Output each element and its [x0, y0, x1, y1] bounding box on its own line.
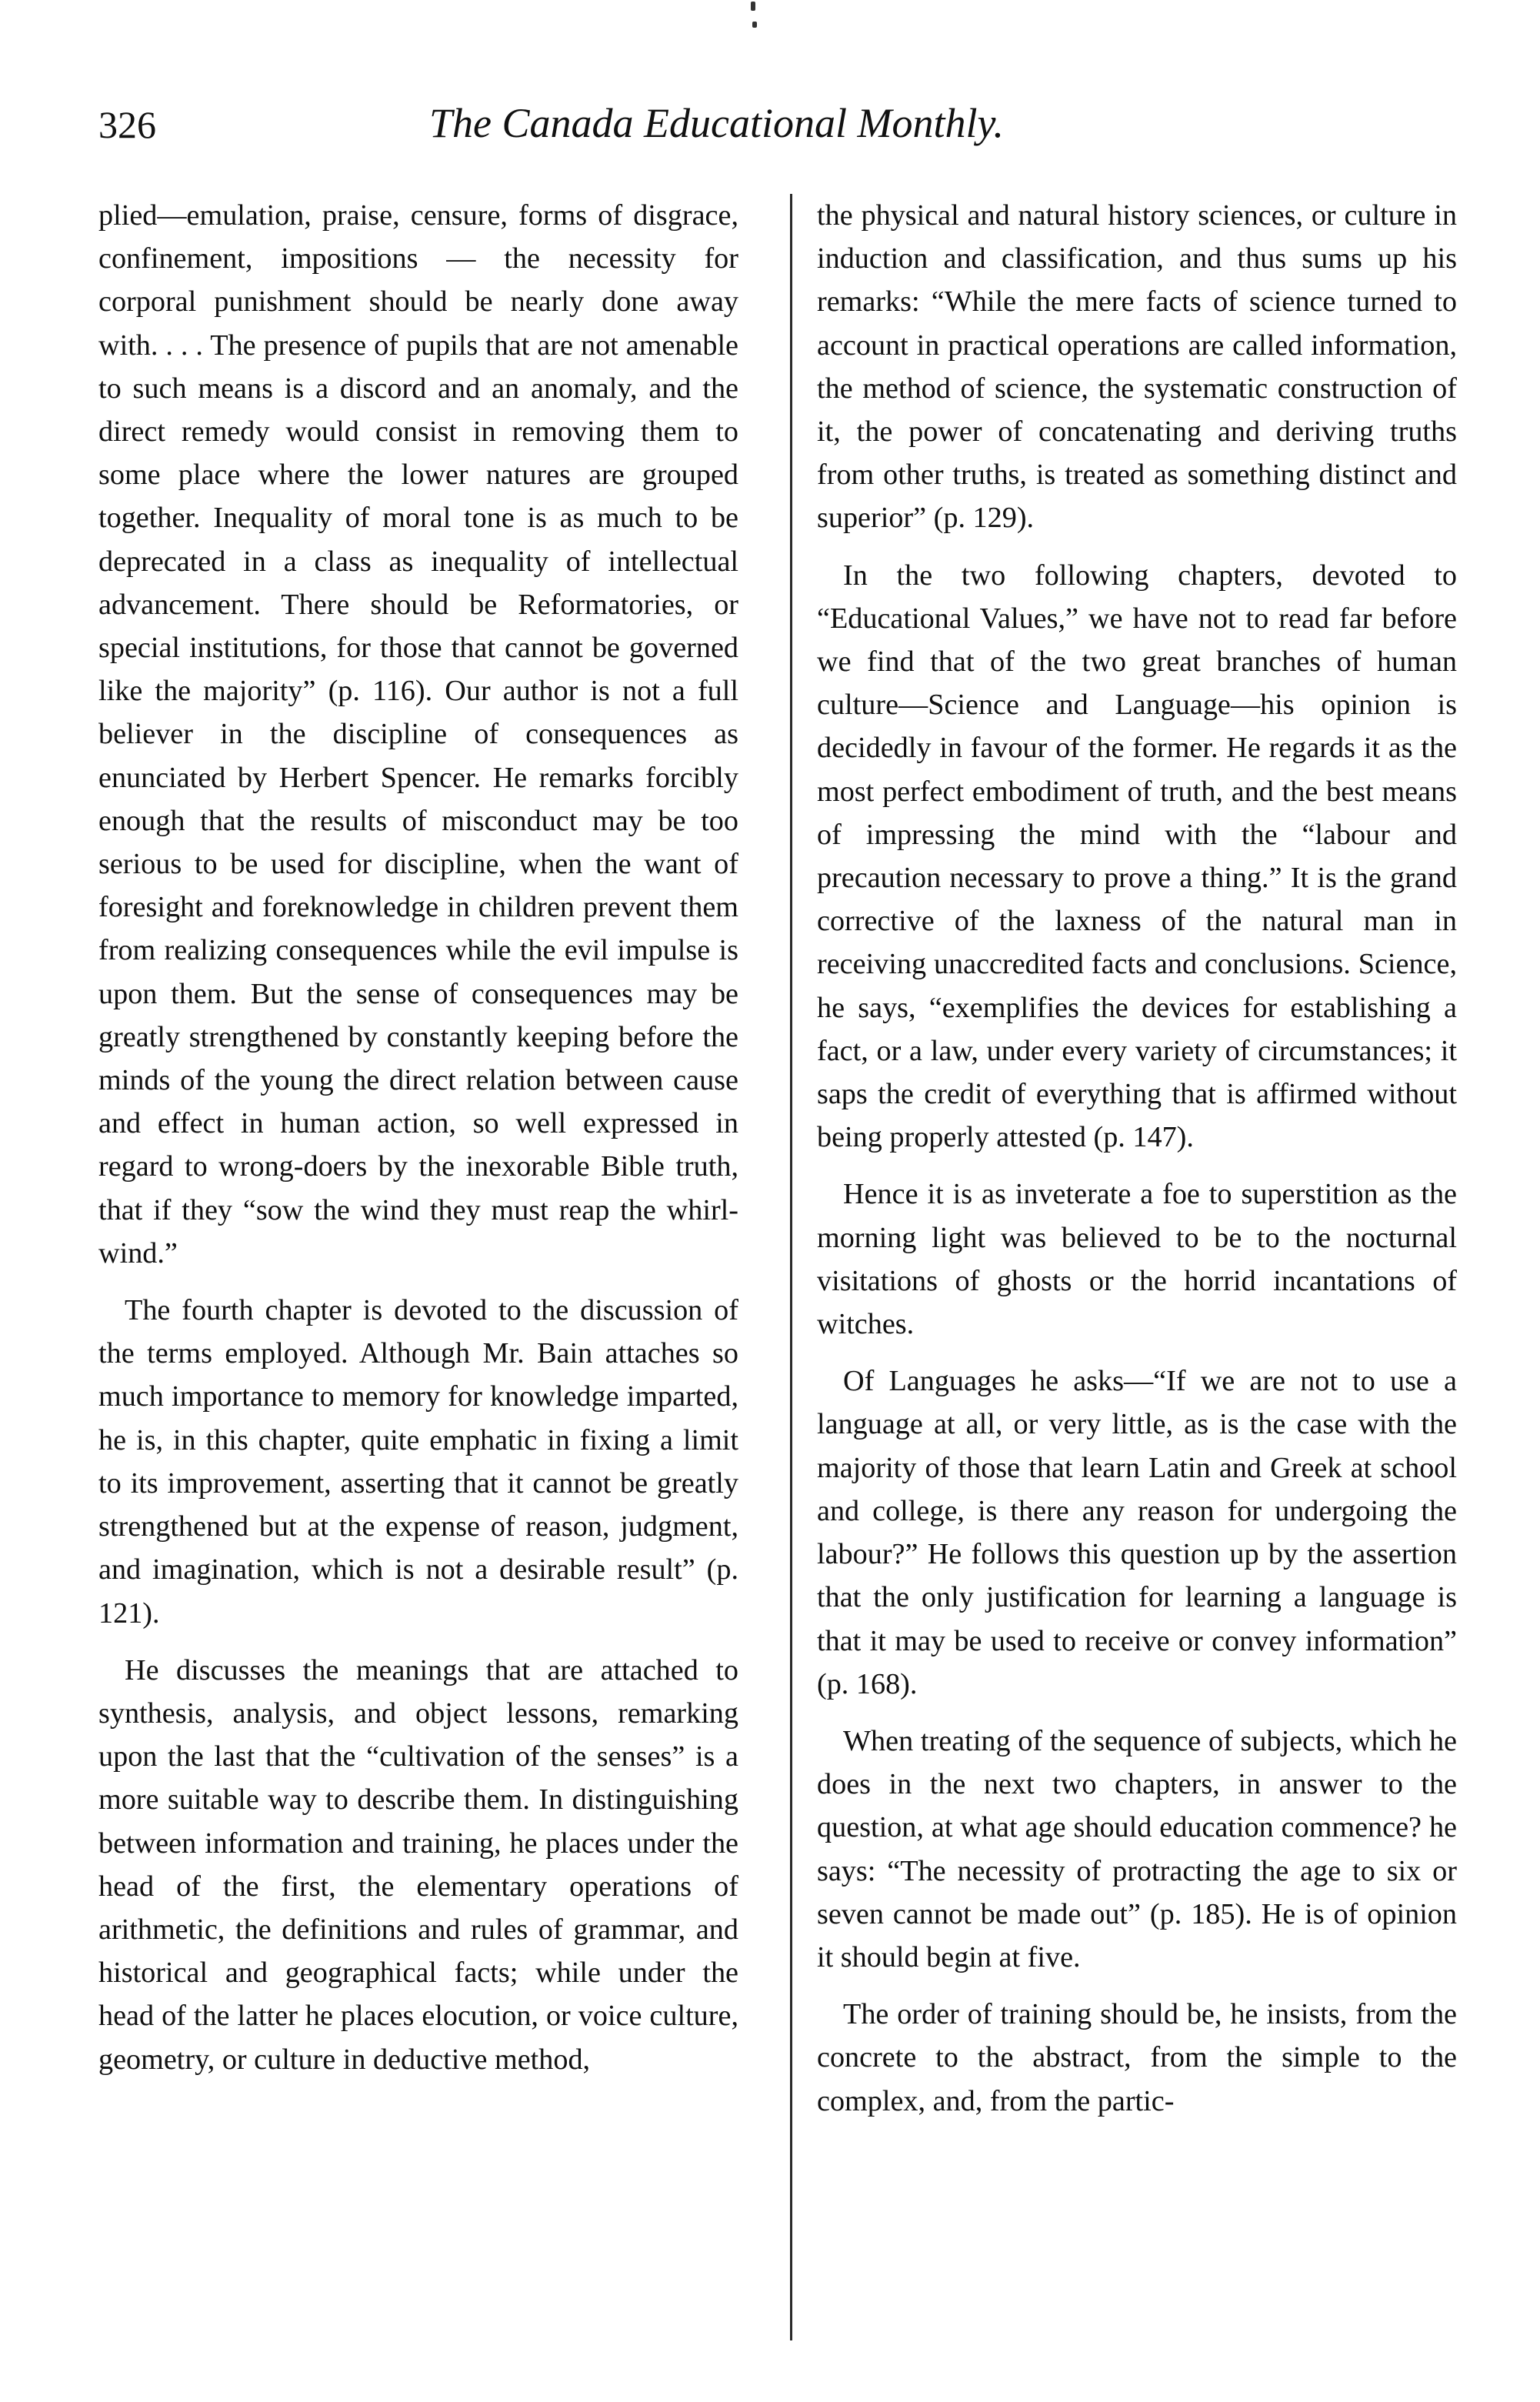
print-specks	[751, 2, 757, 32]
paragraph: The order of training should be, he insists, from the concrete to the abstract, from the simple to the complex, and, from the partic-	[817, 1998, 1457, 2117]
page-header	[98, 98, 1468, 160]
paragraph: When treating of the sequence of subjects, which he does in the next two chapters, in answer to the question, at what age should education commence? he says: “The necessity of protracting the age to six or seven cannot be made out” (p. 185). He is of opinion it should begin at five.	[817, 1724, 1457, 1973]
page-number: 326	[98, 103, 156, 146]
paragraph: He discusses the meanings that are attached to synthesis, analysis, and object lessons, remarking upon the last that the “cultivation of the senses” is a more suitable way to describe them. In distinguishing between information and training, he places under the head of the first, the elementary operations of arithmetic, the definitions and rules of grammar, and historical and geographical facts; while under the head of the latter he places elocution, or voice culture, geometry, or culture in deductive method,	[98, 1653, 738, 2076]
paragraph: Hence it is as inveterate a foe to superstition as the morning light was believed to be to the nocturnal visitations of ghosts or the horrid incantations of witches.	[817, 1178, 1457, 1341]
running-title: The Canada Educational Monthly.	[429, 100, 1004, 146]
paragraph: plied—emulation, praise, censure, forms of disgrace, confinement, impositions — the necessity for corporal punishment should be nearly done away with. . . . The presence of pupils that are not amenable to such means is a discord and an anomaly, and the direct remedy would consist in removing them to some place where the lower natures are grouped together. Inequality of moral tone is as much to be deprecated in a class as inequality of intellectual advancement. There should be Reformatories, or special institutions, for those that cannot be governed like the majority” (p. 116). Our author is not a full believer in the discipline of consequences as enunciated by Herbert Spencer. He remarks forcibly enough that the results of misconduct may be too serious to be used for discipline, when the want of foresight and foreknowledge in children prevent them from realizing consequences while the evil impulse is upon them. But the sense of consequences may be greatly strengthened by constantly keeping before the minds of the young the direct relation between cause and effect in human action, so well expressed in regard to wrong-doers by the inexorable Bible truth, that if they “sow the wind they must reap the whirl-wind.”	[98, 199, 738, 1269]
paragraph: In the two following chapters, devoted to “Educational Values,” we have not to read far before we find that of the two great branches of human culture—Science and Language—his opinion is decidedly in favour of the former. He regards it as the most perfect embodiment of truth, and the best means of impressing the mind with the “labour and precaution necessary to prove a thing.” It is the grand corrective of the laxness of the natural man in receiving unaccredited facts and conclusions. Science, he says, “exemplifies the devices for establishing a fact, or a law, under every variety of circumstances; it saps the credit of everything that is affirmed without being properly attested (p. 147).	[817, 559, 1457, 1154]
paragraph: The fourth chapter is devoted to the discussion of the terms employed. Although Mr. Bain attaches so much importance to memory for knowledge imparted, he is, in this chapter, quite emphatic in fixing a limit to its improvement, asserting that it cannot be greatly strengthened but at the expense of reason, judgment, and imagination, which is not a desirable result” (p. 121).	[98, 1294, 738, 1630]
column-divider	[790, 194, 792, 2340]
speck-mark	[752, 22, 757, 28]
paragraph: Of Languages he asks—“If we are not to use a language at all, or very little, as is the case with the majority of those that learn Latin and Greek at school and college, is there any reason for undergoing the labour?” He follows this question up by the assertion that the only justification for learning a language is that it may be used to receive or convey information” (p. 168).	[817, 1365, 1457, 1700]
right-column	[817, 194, 1457, 2137]
left-column	[98, 194, 738, 2095]
speck-mark	[751, 2, 755, 11]
paragraph: the physical and natural history sciences, or culture in induction and classification, and thus sums up his remarks: “While the mere facts of science turned to account in practical operations are called information, the method of science, the systematic construction of it, the power of concatenating and deriving truths from other truths, is treated as something distinct and superior” (p. 129).	[817, 199, 1457, 535]
